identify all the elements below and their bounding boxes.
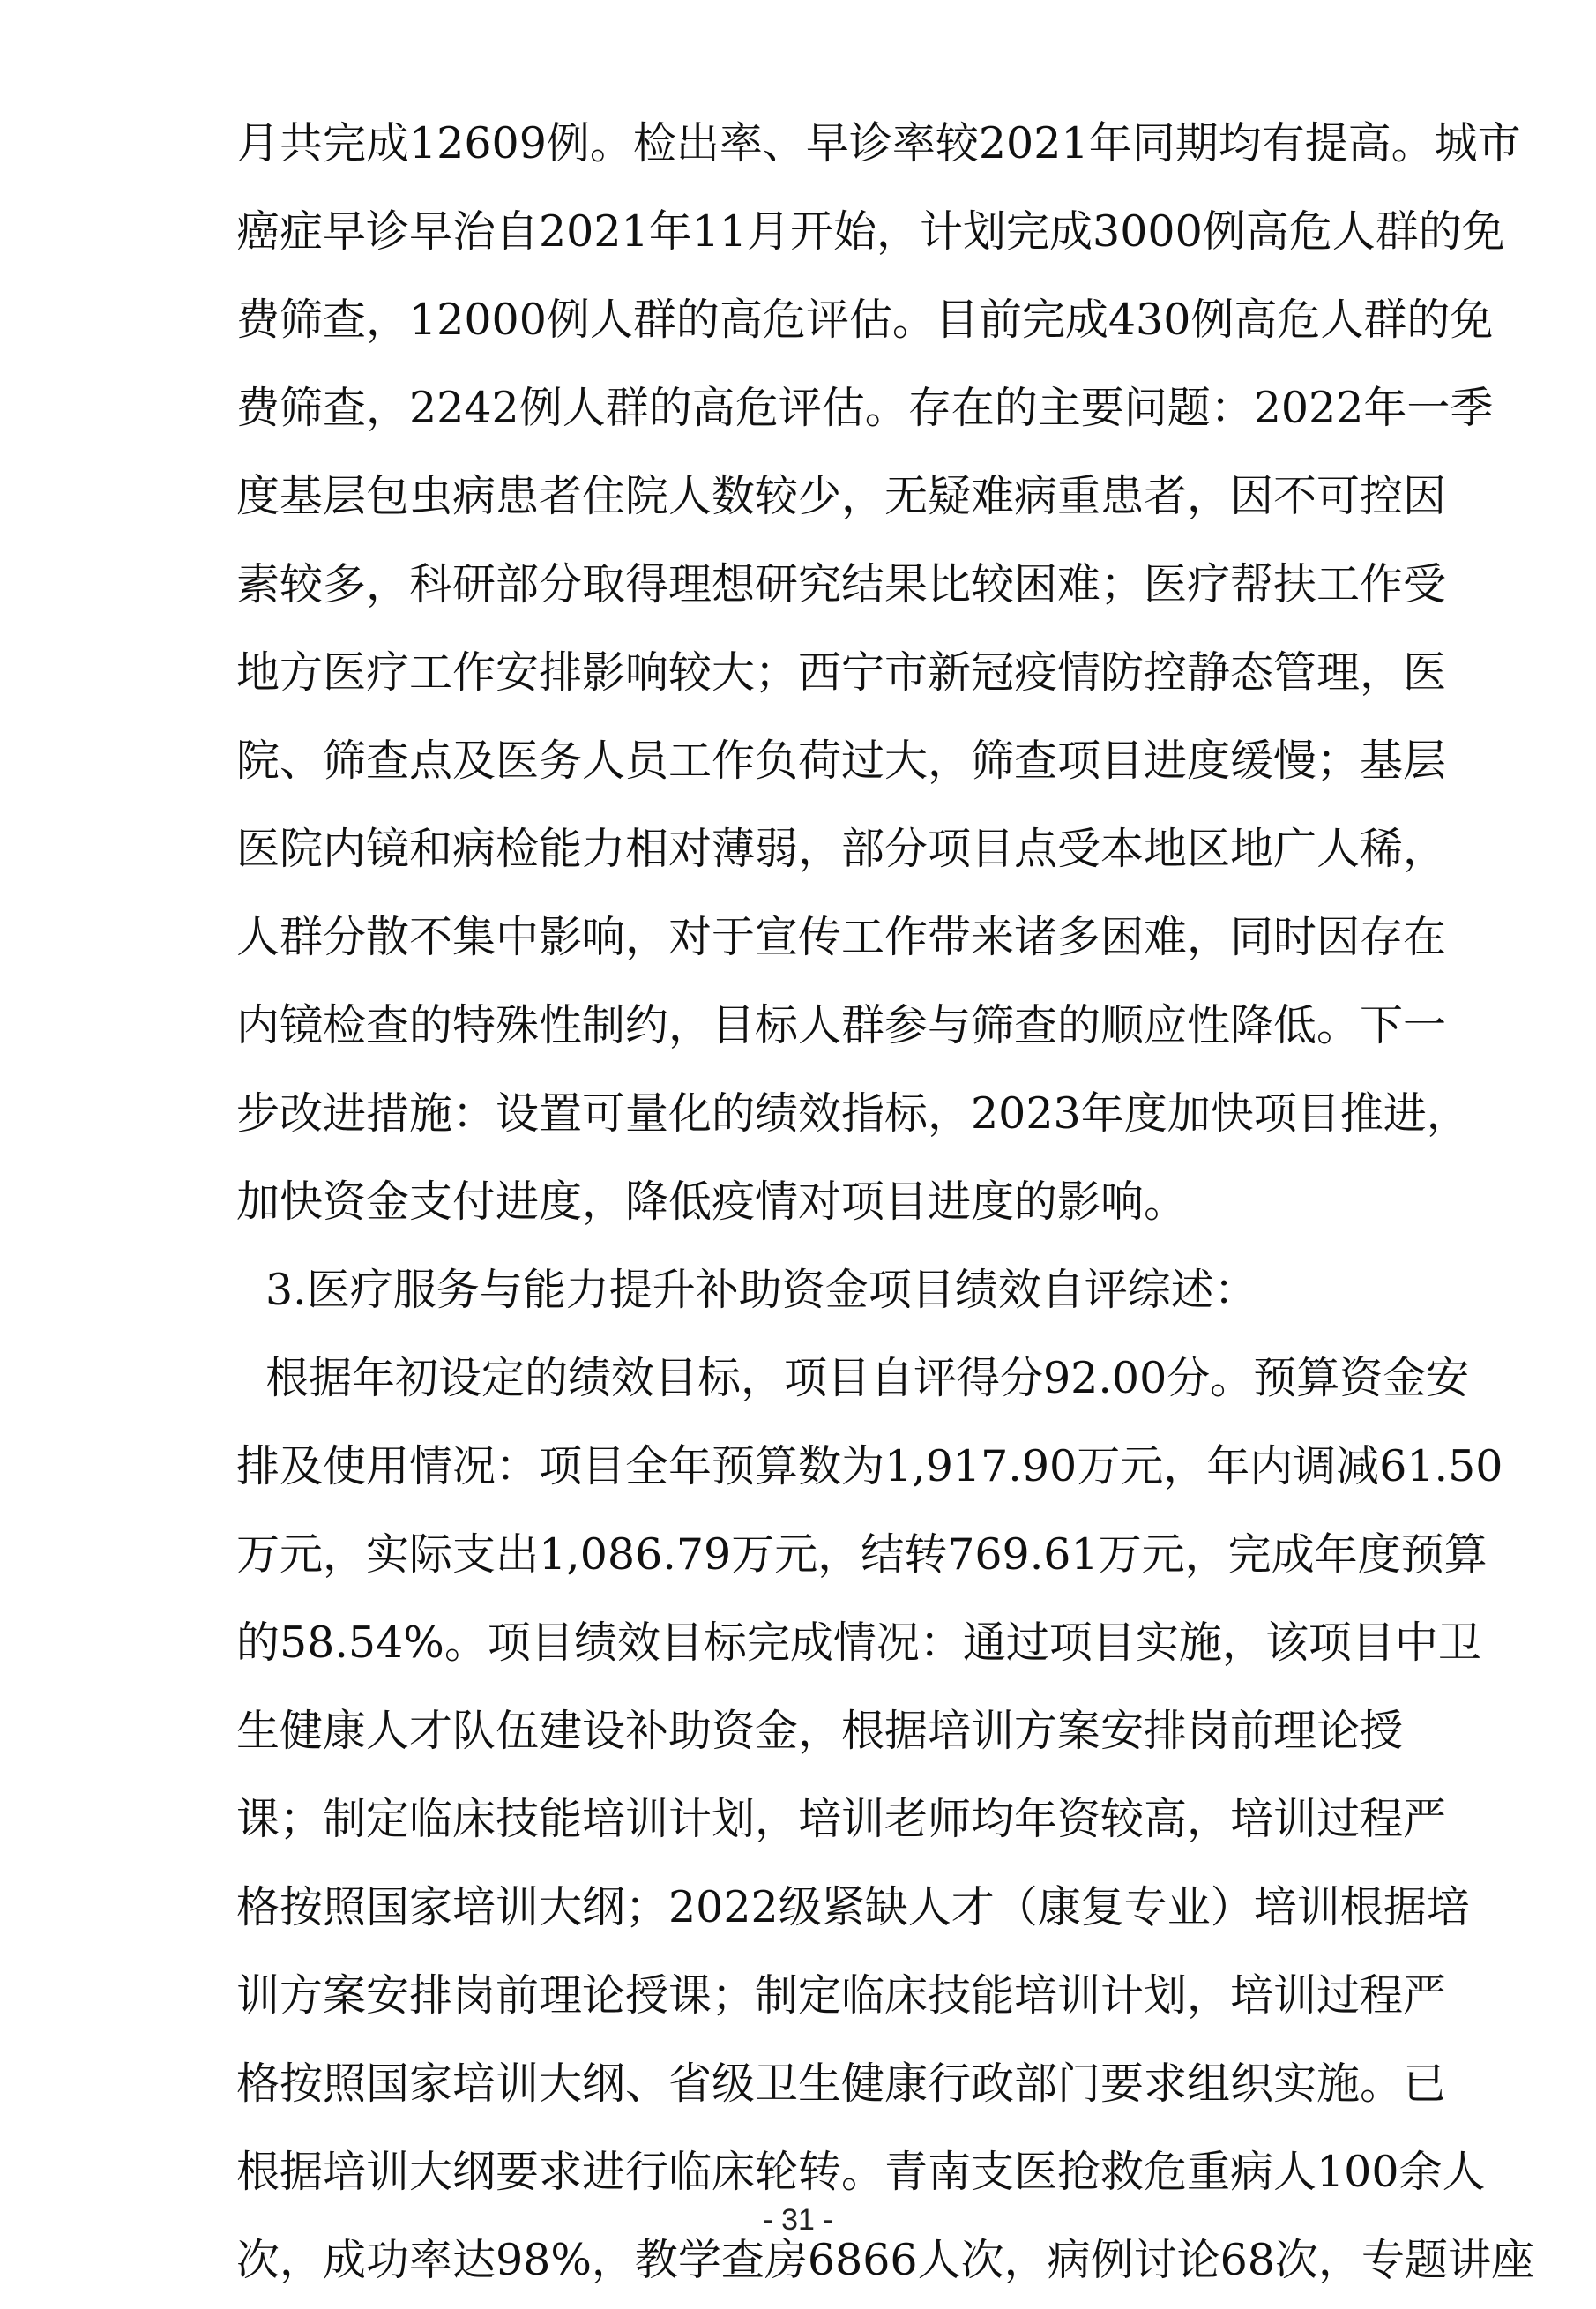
text-line: 次，成功率达98%，教学查房6866人次，病例讨论68次，专题讲座 bbox=[236, 2235, 1534, 2285]
text-line: 课；制定临床技能培训计划，培训老师均年资较高，培训过程严 bbox=[236, 1794, 1447, 1844]
text-line: 素较多，科研部分取得理想研究结果比较困难；医疗帮扶工作受 bbox=[236, 559, 1447, 609]
paragraph bbox=[236, 1339, 1534, 2309]
text-line: 根据年初设定的绩效目标，项目自评得分92.00分。预算资金安 bbox=[265, 1353, 1470, 1403]
text-line: 月共完成12609例。检出率、早诊率较2021年同期均有提高。城市 bbox=[236, 118, 1521, 168]
text-line: 费筛查，12000例人群的高危评估。目前完成430例高危人群的免 bbox=[236, 295, 1494, 345]
document-body bbox=[236, 104, 1534, 2309]
text-line: 格按照国家培训大纲、省级卫生健康行政部门要求组织实施。已 bbox=[236, 2059, 1447, 2109]
text-line: 的58.54%。项目绩效目标完成情况：通过项目实施，该项目中卫 bbox=[236, 1618, 1481, 1668]
text-line: 地方医疗工作安排影响较大；西宁市新冠疫情防控静态管理，医 bbox=[236, 647, 1447, 698]
text-line: 加快资金支付进度，降低疫情对项目进度的影响。 bbox=[236, 1177, 1188, 1227]
paragraph bbox=[236, 1251, 1363, 1339]
text-line: 度基层包虫病患者住院人数较少，无疑难病重患者，因不可控因 bbox=[236, 471, 1447, 521]
text-line: 步改进措施：设置可量化的绩效指标，2023年度加快项目推进， bbox=[236, 1088, 1470, 1139]
paragraph bbox=[236, 104, 1521, 1251]
text-line: 3.医疗服务与能力提升补助资金项目绩效自评综述： bbox=[265, 1265, 1257, 1315]
text-line: 生健康人才队伍建设补助资金，根据培训方案安排岗前理论授 bbox=[236, 1706, 1404, 1756]
text-line: 癌症早诊早治自2021年11月开始，计划完成3000例高危人群的免 bbox=[236, 206, 1505, 257]
text-line: 人群分散不集中影响，对于宣传工作带来诸多困难，同时因存在 bbox=[236, 912, 1447, 962]
text-line: 院、筛查点及医务人员工作负荷过大，筛查项目进度缓慢；基层 bbox=[236, 736, 1447, 786]
text-line: 排及使用情况：项目全年预算数为1,917.90万元，年内调减61.50 bbox=[236, 1441, 1503, 1491]
text-line: 万元，实际支出1,086.79万元，结转769.61万元，完成年度预算 bbox=[236, 1529, 1488, 1580]
text-line: 费筛查，2242例人群的高危评估。存在的主要问题：2022年一季 bbox=[236, 383, 1494, 433]
text-line: 格按照国家培训大纲；2022级紧缺人才（康复专业）培训根据培 bbox=[236, 1882, 1470, 1932]
text-line: 训方案安排岗前理论授课；制定临床技能培训计划，培训过程严 bbox=[236, 1970, 1447, 2021]
text-line: 内镜检查的特殊性制约，目标人群参与筛查的顺应性降低。下一 bbox=[236, 1000, 1447, 1050]
text-line: 医院内镜和病检能力相对薄弱，部分项目点受本地区地广人稀， bbox=[236, 824, 1447, 874]
page-number: - 31 - bbox=[763, 2203, 833, 2237]
text-line: 根据培训大纲要求进行临床轮转。青南支医抢救危重病人100余人 bbox=[236, 2147, 1486, 2197]
